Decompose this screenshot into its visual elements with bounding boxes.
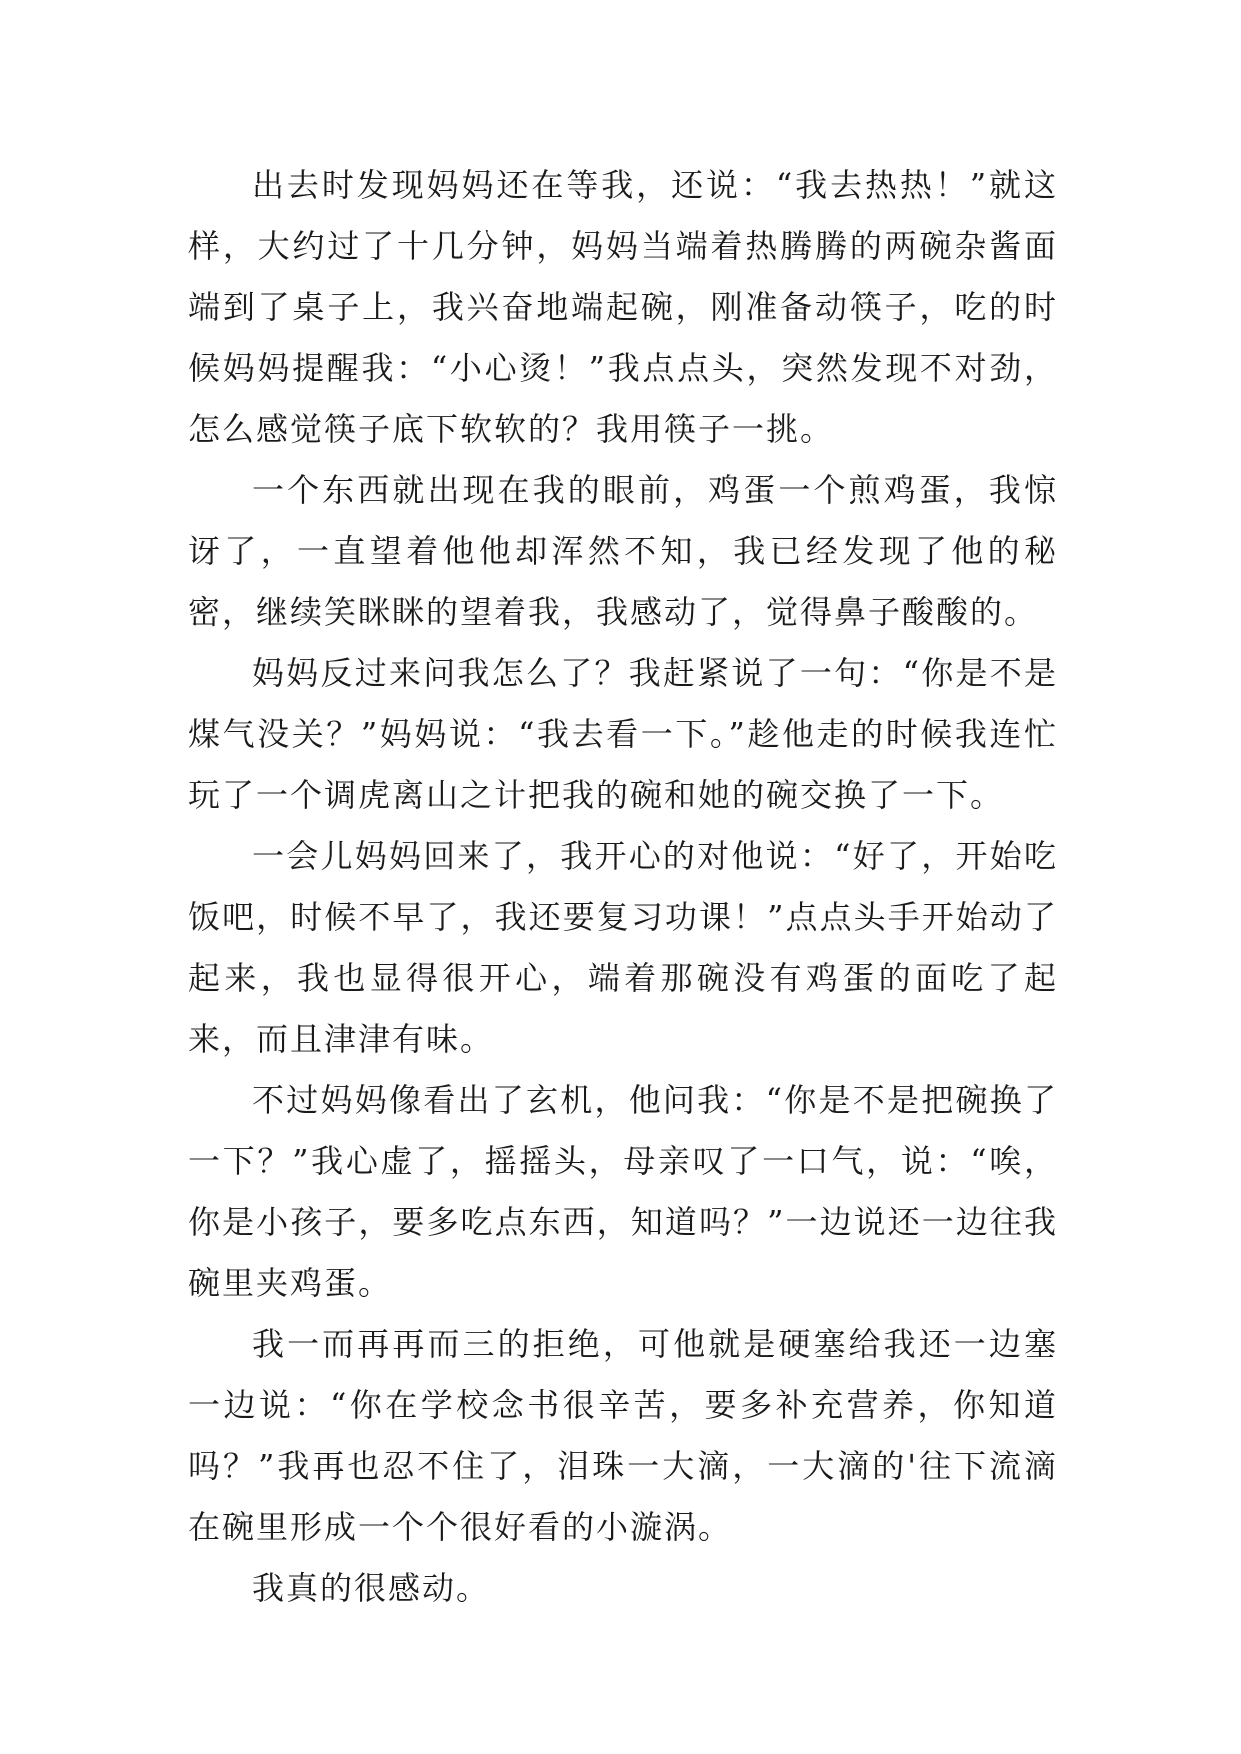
paragraph: 我真的很感动。	[252, 1569, 491, 1607]
paragraph: 出去时发现妈妈还在等我，还说：“我去热热！”就这样，大约过了十几分钟，妈妈当端着热腾腾的两碗杂酱面端到了桌子上，我兴奋地端起碗，刚准备动筷子，吃的时候妈妈提醒我：“小心烫！”我点点头，突然发现不对劲，怎么感觉筷子底下软软的？我用筷子一挑。	[188, 166, 1058, 448]
document-body	[188, 155, 1058, 1619]
paragraph: 我一而再再而三的拒绝，可他就是硬塞给我还一边塞一边说：“你在学校念书很辛苦，要多补充营养，你知道吗？”我再也忍不住了，泪珠一大滴，一大滴的'往下流滴在碗里形成一个个很好看的小漩涡。	[188, 1325, 1058, 1546]
paragraph: 不过妈妈像看出了玄机，他问我：“你是不是把碗换了一下？”我心虚了，摇摇头，母亲叹了一口气，说：“唉，你是小孩子，要多吃点东西，知道吗？”一边说还一边往我碗里夹鸡蛋。	[188, 1081, 1058, 1302]
paragraph: 妈妈反过来问我怎么了？我赶紧说了一句：“你是不是煤气没关？”妈妈说：“我去看一下。”趁他走的时候我连忙玩了一个调虎离山之计把我的碗和她的碗交换了一下。	[188, 654, 1058, 814]
paragraph: 一会儿妈妈回来了，我开心的对他说：“好了，开始吃饭吧，时候不早了，我还要复习功课！”点点头手开始动了起来，我也显得很开心，端着那碗没有鸡蛋的面吃了起来，而且津津有味。	[188, 837, 1058, 1058]
paragraph: 一个东西就出现在我的眼前，鸡蛋一个煎鸡蛋，我惊讶了，一直望着他他却浑然不知，我已经发现了他的秘密，继续笑眯眯的望着我，我感动了，觉得鼻子酸酸的。	[188, 471, 1058, 631]
